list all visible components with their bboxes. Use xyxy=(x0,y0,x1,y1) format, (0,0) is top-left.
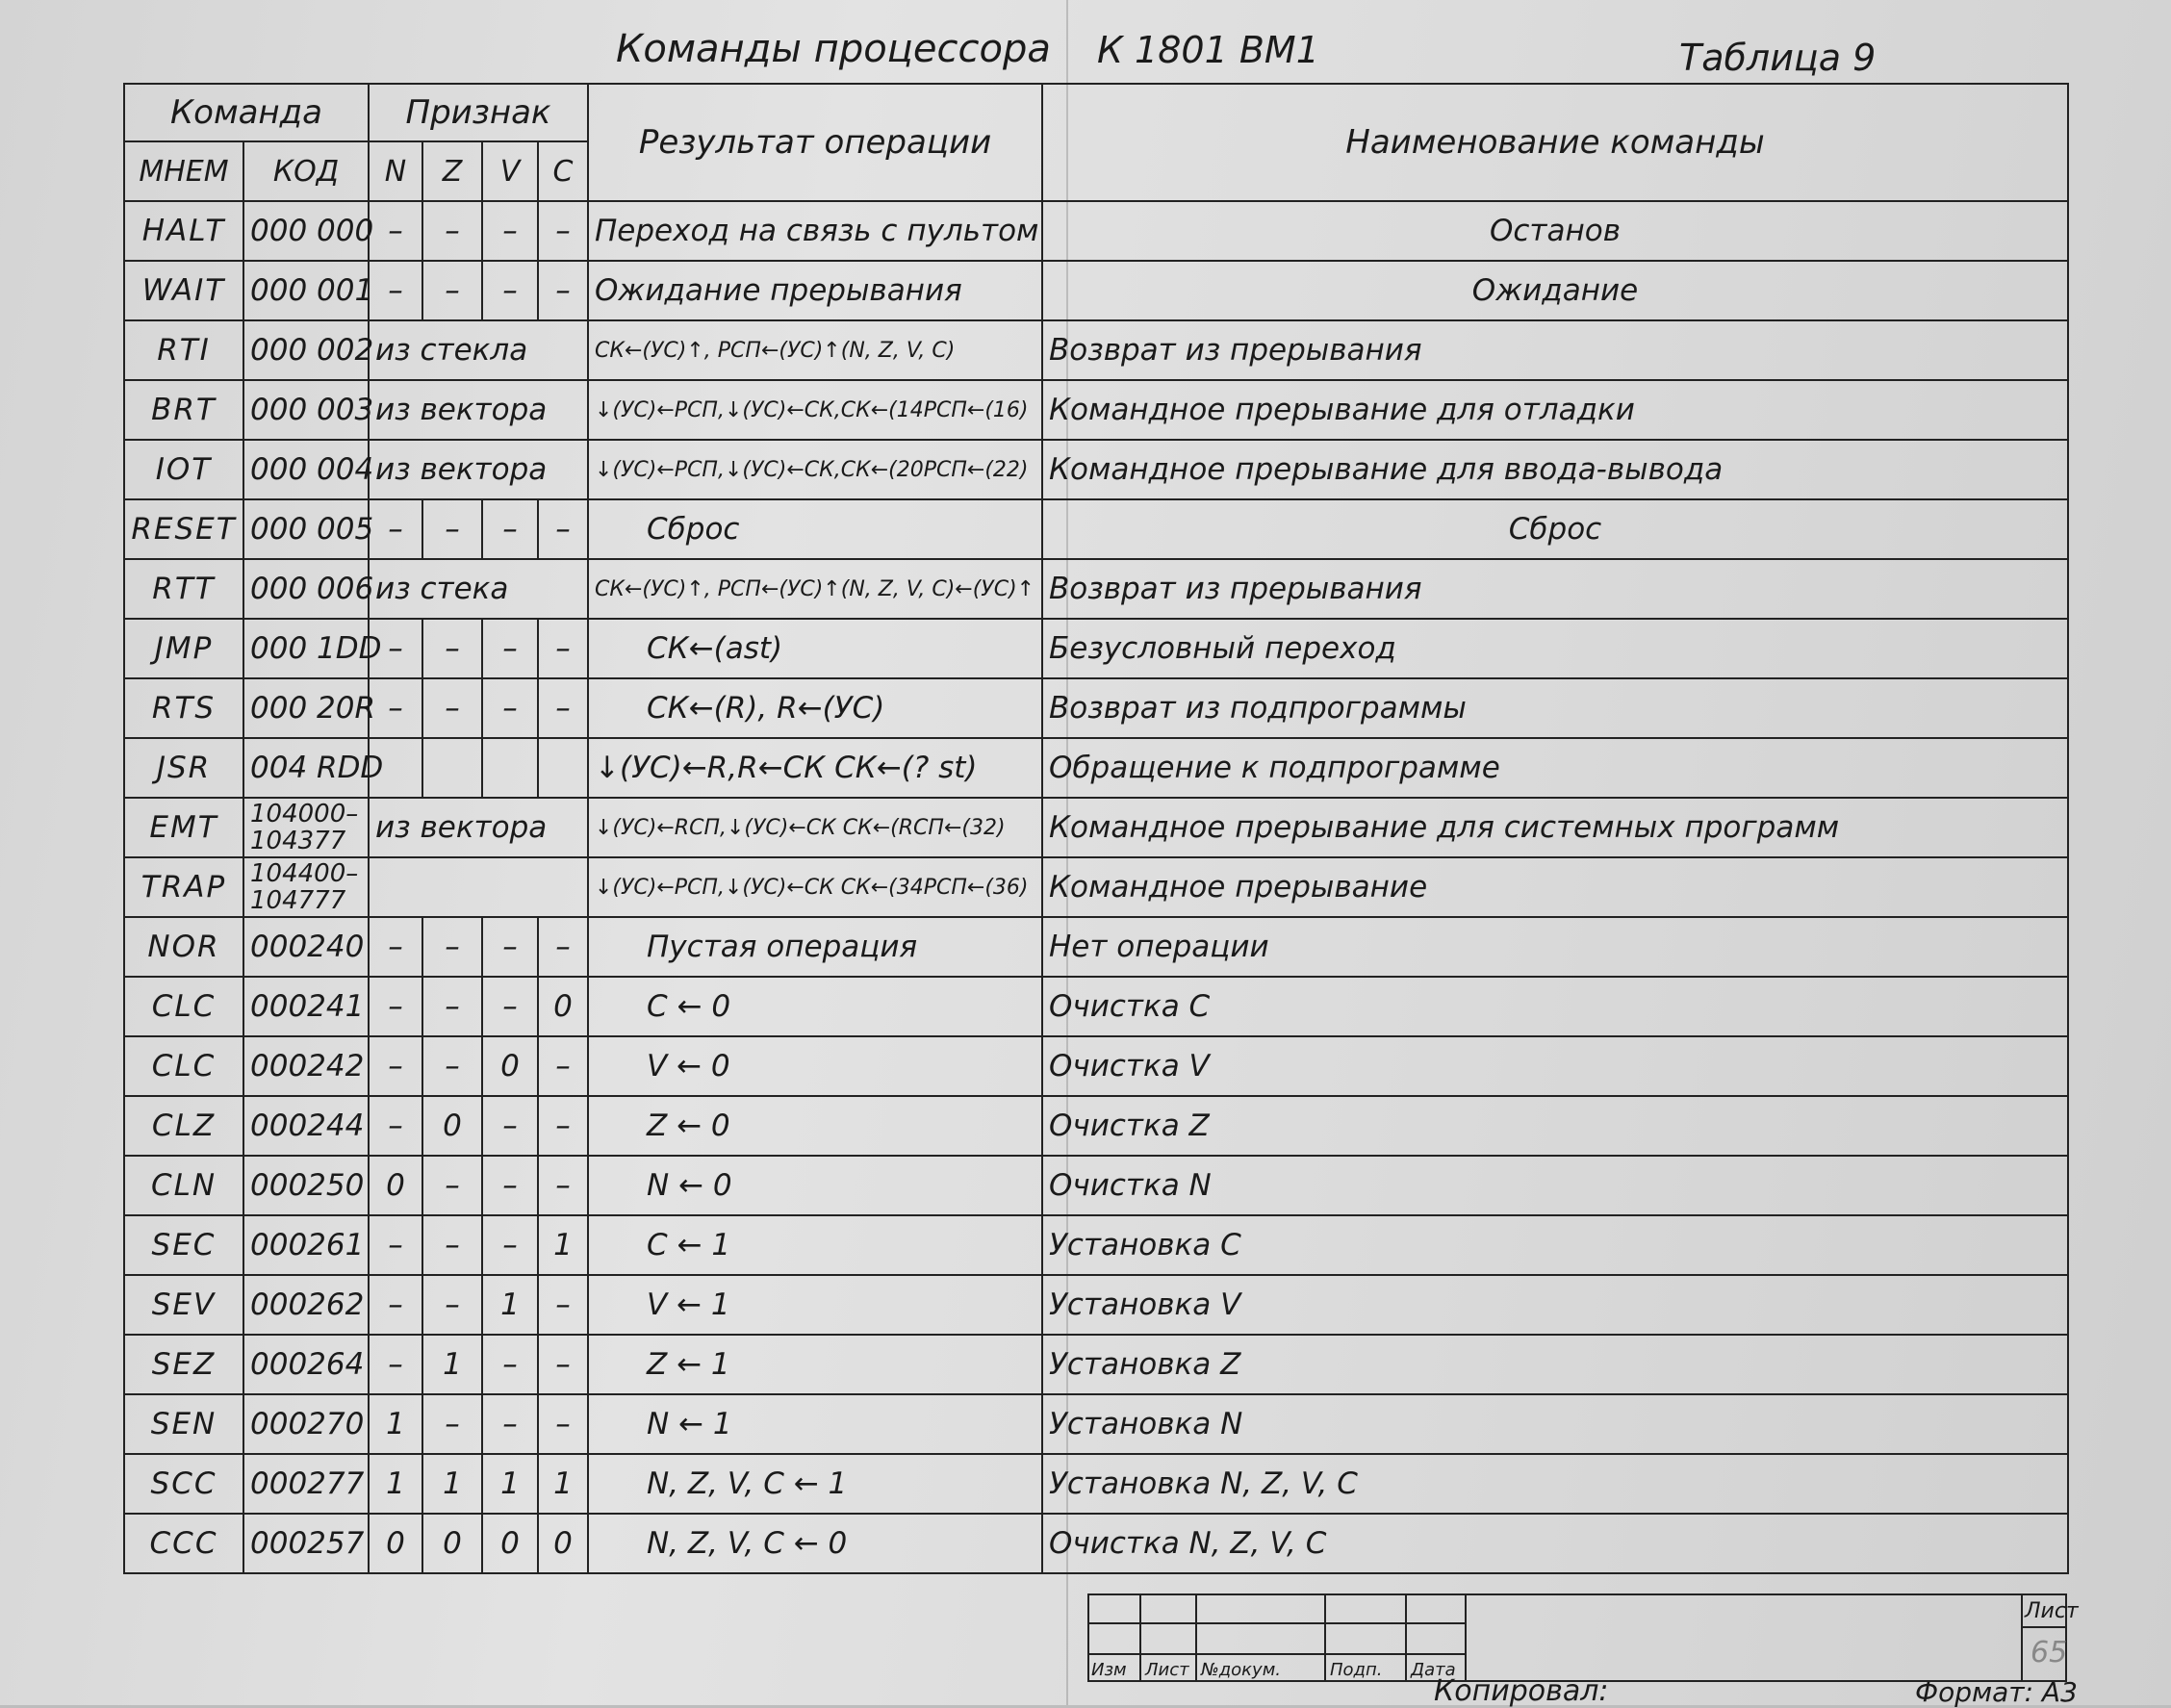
name-cell: Очистка V xyxy=(1042,1036,2068,1096)
result-cell: Z ← 0 xyxy=(588,1096,1042,1156)
mnemonic-cell: SEZ xyxy=(124,1335,243,1394)
flag-n-cell: – xyxy=(369,499,422,559)
code-cell xyxy=(243,201,374,261)
code-value: 000270 xyxy=(250,1407,365,1441)
flag-n-cell: – xyxy=(369,678,422,738)
result-cell: N ← 0 xyxy=(588,1156,1042,1215)
flag-v-cell: 0 xyxy=(482,1036,538,1096)
flag-v-cell: 1 xyxy=(482,1454,538,1514)
flag-v-cell: – xyxy=(482,499,538,559)
flag-v-cell: – xyxy=(482,619,538,678)
code-cell xyxy=(243,261,374,320)
name-cell: Очистка Z xyxy=(1042,1096,2068,1156)
flag-z-cell: – xyxy=(422,977,482,1036)
code-value: 000277 xyxy=(250,1466,365,1501)
sheet-label: Лист xyxy=(2025,1599,2079,1623)
flag-n-cell: 0 xyxy=(369,1514,422,1573)
code-cell xyxy=(243,1394,369,1454)
footer-copied: Копировал: xyxy=(1434,1674,1609,1708)
code-value: 000262 xyxy=(250,1287,365,1322)
table-row xyxy=(124,201,2068,261)
flag-z-cell: 0 xyxy=(422,1514,482,1573)
table-row xyxy=(124,440,2068,499)
table-row xyxy=(124,559,2068,619)
flag-c-cell: 0 xyxy=(538,1514,588,1573)
mnemonic-cell: EMT xyxy=(124,798,243,857)
flag-z-cell: 1 xyxy=(422,1335,482,1394)
code-value: 000 006 xyxy=(250,572,374,606)
flag-c-cell: – xyxy=(538,1394,588,1454)
result-cell: Пустая операция xyxy=(588,917,1042,977)
code-value: 000241 xyxy=(250,989,365,1024)
flag-z-cell: 0 xyxy=(422,1096,482,1156)
mnemonic-cell: RESET xyxy=(124,499,243,559)
code-value-end: 104377 xyxy=(250,827,346,855)
command-rows xyxy=(124,201,2068,1573)
flag-n-cell: – xyxy=(369,261,422,320)
name-cell: Безусловный переход xyxy=(1042,619,2068,678)
name-cell: Командное прерывание xyxy=(1042,857,2068,917)
mnemonic-cell: BRT xyxy=(124,380,243,440)
table-row xyxy=(124,1036,2068,1096)
header-command: Команда xyxy=(124,84,369,141)
result-cell: C ← 0 xyxy=(588,977,1042,1036)
title-block-list: Лист xyxy=(1145,1660,1189,1680)
name-cell: Установка N xyxy=(1042,1394,2068,1454)
table-label: Таблица 9 xyxy=(1679,37,1877,79)
mnemonic-cell: CCC xyxy=(124,1514,243,1573)
flag-n-cell: – xyxy=(369,917,422,977)
code-cell xyxy=(243,380,374,440)
flag-c-cell: – xyxy=(538,917,588,977)
code-value: 000 1DD xyxy=(250,631,382,666)
title-block xyxy=(1087,1593,2079,1682)
table-row xyxy=(124,380,2068,440)
flag-n-cell: 1 xyxy=(369,1454,422,1514)
flag-c-cell: – xyxy=(538,499,588,559)
result-cell: ↓(УС)←RСП,↓(УС)←СК СК←(RСП←(32) xyxy=(588,798,1042,857)
flag-n-cell: – xyxy=(369,1275,422,1335)
sheet-number: 65 xyxy=(2031,1636,2068,1670)
mnemonic-cell: JSR xyxy=(124,738,243,798)
code-value: 000261 xyxy=(250,1228,365,1262)
flag-z-cell: – xyxy=(422,619,482,678)
flag-c-cell: – xyxy=(538,1096,588,1156)
flag-n-cell: – xyxy=(369,977,422,1036)
code-cell xyxy=(243,1275,369,1335)
code-cell xyxy=(243,857,369,917)
code-cell xyxy=(243,320,374,380)
flag-c-cell: – xyxy=(538,1036,588,1096)
result-cell: N, Z, V, C ← 0 xyxy=(588,1514,1042,1573)
code-value: 000250 xyxy=(250,1168,365,1203)
title-block-sign: Подп. xyxy=(1330,1660,1383,1680)
name-cell: Возврат из прерывания xyxy=(1042,320,2068,380)
flag-n-cell: 0 xyxy=(369,1156,422,1215)
header-flag-c: C xyxy=(538,141,588,201)
title-block-doc: №докум. xyxy=(1201,1660,1282,1680)
flag-z-cell: – xyxy=(422,917,482,977)
code-value: 000264 xyxy=(250,1347,365,1382)
flag-v-cell: – xyxy=(482,201,538,261)
processor-model: К 1801 ВМ1 xyxy=(1097,29,1319,71)
table-row xyxy=(124,1454,2068,1514)
code-value: 000 004 xyxy=(250,452,374,487)
flag-z-cell: – xyxy=(422,201,482,261)
flag-v-cell: – xyxy=(482,261,538,320)
result-cell: СК←(УС)↑, РСП←(УС)↑(N, Z, V, C) xyxy=(588,320,1042,380)
table-row xyxy=(124,1275,2068,1335)
name-cell: Останов xyxy=(1042,201,2068,261)
result-cell: СК←(УС)↑, РСП←(УС)↑(N, Z, V, C)←(УС)↑ xyxy=(588,559,1042,619)
code-value: 000 003 xyxy=(250,393,374,427)
mnemonic-cell: RTS xyxy=(124,678,243,738)
title-block-line xyxy=(2021,1626,2067,1628)
flag-v-cell: – xyxy=(482,1394,538,1454)
name-cell: Установка Z xyxy=(1042,1335,2068,1394)
table-row xyxy=(124,1096,2068,1156)
table-row xyxy=(124,798,2068,857)
flags-source-cell: из вектора xyxy=(369,798,588,857)
mnemonic-cell: CLZ xyxy=(124,1096,243,1156)
result-cell: Ожидание прерывания xyxy=(588,261,1042,320)
code-cell xyxy=(243,977,369,1036)
flag-n-cell: – xyxy=(369,201,422,261)
table-row xyxy=(124,1394,2068,1454)
flag-c-cell: 1 xyxy=(538,1215,588,1275)
result-cell: Сброс xyxy=(588,499,1042,559)
header-result: Результат операции xyxy=(588,84,1042,201)
flag-n-cell: – xyxy=(369,619,422,678)
code-cell xyxy=(243,678,376,738)
code-cell xyxy=(243,1215,369,1275)
table-row xyxy=(124,738,2068,798)
table-row xyxy=(124,678,2068,738)
code-value: 104400– xyxy=(250,859,359,888)
name-cell: Установка V xyxy=(1042,1275,2068,1335)
name-cell: Возврат из подпрограммы xyxy=(1042,678,2068,738)
mnemonic-cell: RTI xyxy=(124,320,243,380)
header-flag-z: Z xyxy=(422,141,482,201)
table-row xyxy=(124,1514,2068,1573)
flag-n-cell: – xyxy=(369,1036,422,1096)
name-cell: Очистка C xyxy=(1042,977,2068,1036)
code-value: 000 001 xyxy=(250,273,374,308)
code-value: 000242 xyxy=(250,1049,365,1083)
name-cell: Обращение к подпрограмме xyxy=(1042,738,2068,798)
flag-v-cell: – xyxy=(482,1215,538,1275)
flag-v-cell: – xyxy=(482,1156,538,1215)
code-cell xyxy=(243,917,369,977)
mnemonic-cell: CLC xyxy=(124,1036,243,1096)
code-value: 000 002 xyxy=(250,333,374,368)
flags-source-cell xyxy=(369,857,588,917)
mnemonic-cell: RTT xyxy=(124,559,243,619)
title-block-date: Дата xyxy=(1411,1660,1456,1680)
flag-n-cell: – xyxy=(369,1215,422,1275)
name-cell: Очистка N, Z, V, C xyxy=(1042,1514,2068,1573)
result-cell: СК←(ast) xyxy=(588,619,1042,678)
flag-z-cell xyxy=(422,738,482,798)
code-value: 000244 xyxy=(250,1109,365,1143)
name-cell: Нет операции xyxy=(1042,917,2068,977)
code-cell xyxy=(243,738,384,798)
mnemonic-cell: SEV xyxy=(124,1275,243,1335)
code-value: 000 20R xyxy=(250,691,376,726)
mnemonic-cell: JMP xyxy=(124,619,243,678)
name-cell: Сброс xyxy=(1042,499,2068,559)
title-block-izm: Изм xyxy=(1091,1660,1127,1680)
code-value: 000 000 xyxy=(250,214,374,248)
flag-z-cell: – xyxy=(422,1156,482,1215)
table-row xyxy=(124,499,2068,559)
header-name: Наименование команды xyxy=(1042,84,2068,201)
flag-v-cell: – xyxy=(482,977,538,1036)
result-cell: ↓(УС)←РСП,↓(УС)←СК СК←(34РСП←(36) xyxy=(588,857,1042,917)
code-cell xyxy=(243,440,374,499)
flags-source-cell: из вектора xyxy=(369,380,588,440)
code-value: 000 005 xyxy=(250,512,374,547)
table-row xyxy=(124,619,2068,678)
flag-c-cell: 0 xyxy=(538,977,588,1036)
code-cell xyxy=(243,1036,369,1096)
code-cell xyxy=(243,1514,369,1573)
flag-n-cell: 1 xyxy=(369,1394,422,1454)
code-cell xyxy=(243,1335,369,1394)
flag-z-cell: – xyxy=(422,1275,482,1335)
flag-n-cell: – xyxy=(369,1335,422,1394)
flag-c-cell: – xyxy=(538,201,588,261)
name-cell: Командное прерывание для ввода-вывода xyxy=(1042,440,2068,499)
mnemonic-cell: TRAP xyxy=(124,857,243,917)
code-value: 000240 xyxy=(250,930,365,964)
result-cell: C ← 1 xyxy=(588,1215,1042,1275)
mnemonic-cell: CLC xyxy=(124,977,243,1036)
result-cell: СК←(R), R←(УС) xyxy=(588,678,1042,738)
mnemonic-cell: IOT xyxy=(124,440,243,499)
flag-z-cell: – xyxy=(422,261,482,320)
flag-v-cell: – xyxy=(482,1096,538,1156)
flag-n-cell: – xyxy=(369,1096,422,1156)
table-row xyxy=(124,1335,2068,1394)
flag-z-cell: – xyxy=(422,1394,482,1454)
flag-v-cell: 0 xyxy=(482,1514,538,1573)
table-row xyxy=(124,977,2068,1036)
flag-c-cell: – xyxy=(538,1156,588,1215)
flag-z-cell: – xyxy=(422,1215,482,1275)
flag-v-cell: – xyxy=(482,1335,538,1394)
flag-c-cell: – xyxy=(538,1275,588,1335)
name-cell: Ожидание xyxy=(1042,261,2068,320)
header-flags: Признак xyxy=(369,84,588,141)
flag-c-cell: – xyxy=(538,1335,588,1394)
flags-source-cell: из стекла xyxy=(369,320,588,380)
table-row xyxy=(124,261,2068,320)
header-flag-n: N xyxy=(369,141,422,201)
mnemonic-cell: SEC xyxy=(124,1215,243,1275)
mnemonic-cell: NOR xyxy=(124,917,243,977)
mnemonic-cell: HALT xyxy=(124,201,243,261)
flag-c-cell: – xyxy=(538,678,588,738)
flag-z-cell: – xyxy=(422,499,482,559)
document-title: Команды процессора xyxy=(616,27,1051,71)
result-cell: Переход на связь с пультом xyxy=(588,201,1042,261)
flag-c-cell xyxy=(538,738,588,798)
title-block-line xyxy=(1087,1653,1467,1655)
code-cell xyxy=(243,499,374,559)
mnemonic-cell: SCC xyxy=(124,1454,243,1514)
flag-z-cell: – xyxy=(422,1036,482,1096)
flag-v-cell: – xyxy=(482,678,538,738)
flag-v-cell: 1 xyxy=(482,1275,538,1335)
name-cell: Командное прерывание для системных программ xyxy=(1042,798,2068,857)
result-cell: ↓(УС)←РСП,↓(УС)←СК,СК←(14РСП←(16) xyxy=(588,380,1042,440)
code-cell xyxy=(243,1454,369,1514)
table-row xyxy=(124,857,2068,917)
result-cell: V ← 0 xyxy=(588,1036,1042,1096)
title-block-line xyxy=(1087,1622,1467,1624)
header-flag-v: V xyxy=(482,141,538,201)
code-cell xyxy=(243,559,374,619)
result-cell: N, Z, V, C ← 1 xyxy=(588,1454,1042,1514)
code-cell xyxy=(243,798,369,857)
mnemonic-cell: WAIT xyxy=(124,261,243,320)
name-cell: Командное прерывание для отладки xyxy=(1042,380,2068,440)
result-cell: Z ← 1 xyxy=(588,1335,1042,1394)
table-row xyxy=(124,320,2068,380)
name-cell: Очистка N xyxy=(1042,1156,2068,1215)
flags-source-cell: из стека xyxy=(369,559,588,619)
name-cell: Установка N, Z, V, C xyxy=(1042,1454,2068,1514)
code-value: 004 RDD xyxy=(250,751,384,785)
flag-z-cell: 1 xyxy=(422,1454,482,1514)
code-value-end: 104777 xyxy=(250,886,346,915)
command-table xyxy=(123,83,2069,1574)
flag-c-cell: – xyxy=(538,261,588,320)
header-code: КОД xyxy=(243,141,369,201)
result-cell: ↓(УС)←R,R←СК СК←(? st) xyxy=(588,738,1042,798)
table-row xyxy=(124,917,2068,977)
result-cell: N ← 1 xyxy=(588,1394,1042,1454)
table-row xyxy=(124,1215,2068,1275)
result-cell: ↓(УС)←РСП,↓(УС)←СК,СК←(20РСП←(22) xyxy=(588,440,1042,499)
table-row xyxy=(124,1156,2068,1215)
flag-v-cell: – xyxy=(482,917,538,977)
flag-z-cell: – xyxy=(422,678,482,738)
mnemonic-cell: SEN xyxy=(124,1394,243,1454)
code-cell xyxy=(243,619,382,678)
footer-format: Формат: А3 xyxy=(1915,1676,2078,1708)
code-value: 104000– xyxy=(250,800,359,829)
code-cell xyxy=(243,1096,369,1156)
mnemonic-cell: CLN xyxy=(124,1156,243,1215)
name-cell: Установка C xyxy=(1042,1215,2068,1275)
flags-source-cell: из вектора xyxy=(369,440,588,499)
flag-c-cell: 1 xyxy=(538,1454,588,1514)
header-mnem: МНЕМ xyxy=(124,141,243,201)
flag-c-cell: – xyxy=(538,619,588,678)
code-cell xyxy=(243,1156,369,1215)
result-cell: V ← 1 xyxy=(588,1275,1042,1335)
name-cell: Возврат из прерывания xyxy=(1042,559,2068,619)
flag-v-cell xyxy=(482,738,538,798)
code-value: 000257 xyxy=(250,1526,365,1561)
